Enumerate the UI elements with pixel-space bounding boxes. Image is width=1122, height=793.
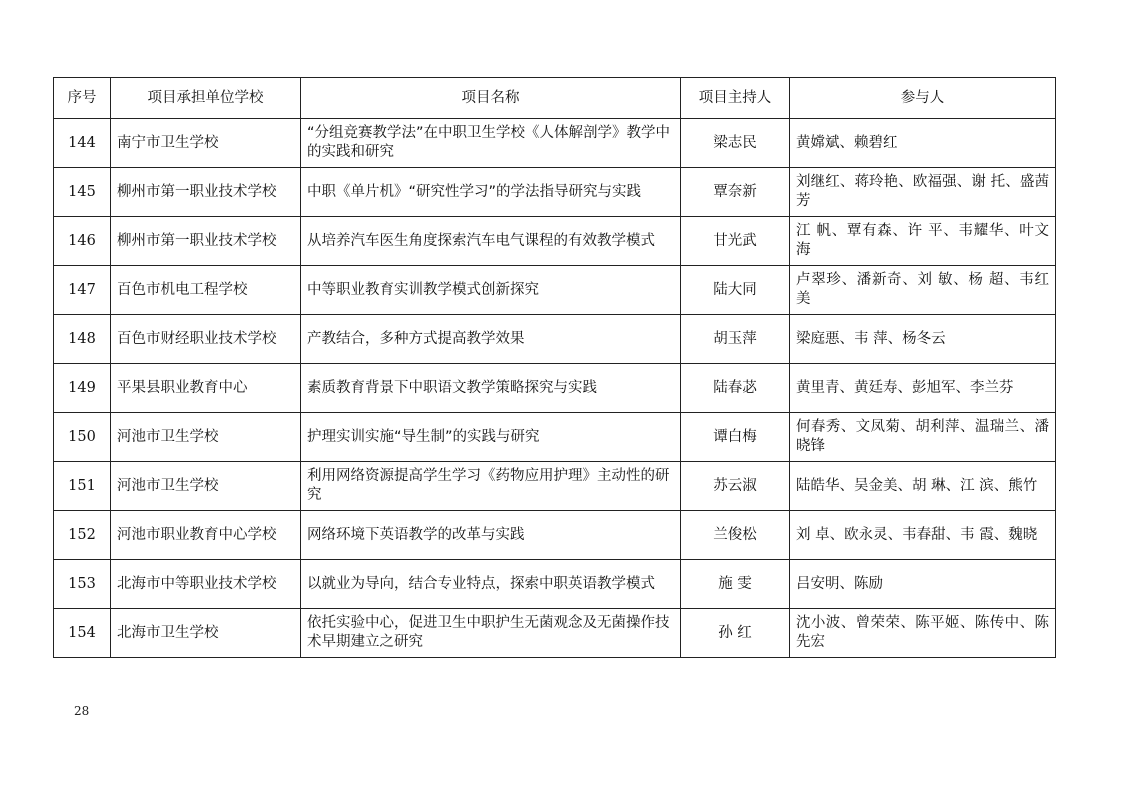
cell-index: 145 (54, 168, 111, 217)
cell-unit: 百色市机电工程学校 (111, 266, 301, 315)
header-unit: 项目承担单位学校 (111, 78, 301, 119)
cell-unit: 百色市财经职业技术学校 (111, 315, 301, 364)
cell-index: 153 (54, 560, 111, 609)
table-row (54, 413, 1056, 462)
cell-project-name: 素质教育背景下中职语文教学策略探究与实践 (301, 364, 681, 413)
table-row (54, 462, 1056, 511)
cell-index: 152 (54, 511, 111, 560)
header-leader: 项目主持人 (681, 78, 790, 119)
project-table (53, 77, 1056, 658)
table-row (54, 315, 1056, 364)
table-row (54, 511, 1056, 560)
cell-members: 刘 卓、欧永灵、韦春甜、韦 霞、魏晓 (790, 511, 1056, 560)
cell-members: 何春秀、文凤菊、胡利萍、温瑞兰、潘晓锋 (790, 413, 1056, 462)
cell-index: 144 (54, 119, 111, 168)
cell-index: 150 (54, 413, 111, 462)
cell-project-name: “分组竞赛教学法”在中职卫生学校《人体解剖学》教学中的实践和研究 (301, 119, 681, 168)
cell-index: 146 (54, 217, 111, 266)
table-row (54, 364, 1056, 413)
cell-unit: 柳州市第一职业技术学校 (111, 168, 301, 217)
cell-unit: 北海市卫生学校 (111, 609, 301, 658)
cell-members: 梁庭悪、韦 萍、杨冬云 (790, 315, 1056, 364)
cell-index: 154 (54, 609, 111, 658)
page-number: 28 (74, 704, 90, 718)
cell-members: 吕安明、陈励 (790, 560, 1056, 609)
cell-leader: 胡玉萍 (681, 315, 790, 364)
cell-leader: 谭白梅 (681, 413, 790, 462)
cell-unit: 南宁市卫生学校 (111, 119, 301, 168)
cell-index: 147 (54, 266, 111, 315)
cell-leader: 孙 红 (681, 609, 790, 658)
cell-index: 148 (54, 315, 111, 364)
cell-leader: 甘光武 (681, 217, 790, 266)
header-index: 序号 (54, 78, 111, 119)
header-project-name: 项目名称 (301, 78, 681, 119)
cell-project-name: 护理实训实施“导生制”的实践与研究 (301, 413, 681, 462)
cell-leader: 覃奈新 (681, 168, 790, 217)
table-row (54, 609, 1056, 658)
cell-unit: 柳州市第一职业技术学校 (111, 217, 301, 266)
table-row (54, 217, 1056, 266)
cell-leader: 兰俊松 (681, 511, 790, 560)
cell-project-name: 中职《单片机》“研究性学习”的学法指导研究与实践 (301, 168, 681, 217)
cell-unit: 北海市中等职业技术学校 (111, 560, 301, 609)
cell-members: 江 帆、覃有森、许 平、韦耀华、叶文海 (790, 217, 1056, 266)
cell-leader: 梁志民 (681, 119, 790, 168)
cell-project-name: 从培养汽车医生角度探索汽车电气课程的有效教学模式 (301, 217, 681, 266)
table-row (54, 266, 1056, 315)
cell-project-name: 依托实验中心，促进卫生中职护生无菌观念及无菌操作技术早期建立之研究 (301, 609, 681, 658)
cell-members: 刘继红、蒋玲艳、欧福强、谢 托、盛茜芳 (790, 168, 1056, 217)
table-row (54, 560, 1056, 609)
cell-index: 151 (54, 462, 111, 511)
table-row (54, 119, 1056, 168)
cell-leader: 苏云淑 (681, 462, 790, 511)
cell-leader: 施 雯 (681, 560, 790, 609)
cell-leader: 陆大同 (681, 266, 790, 315)
cell-members: 卢翠珍、潘新奇、刘 敏、杨 超、韦红美 (790, 266, 1056, 315)
header-members: 参与人 (790, 78, 1056, 119)
cell-project-name: 网络环境下英语教学的改革与实践 (301, 511, 681, 560)
cell-project-name: 中等职业教育实训教学模式创新探究 (301, 266, 681, 315)
cell-unit: 平果县职业教育中心 (111, 364, 301, 413)
cell-project-name: 以就业为导向，结合专业特点，探索中职英语教学模式 (301, 560, 681, 609)
cell-project-name: 产教结合，多种方式提高教学效果 (301, 315, 681, 364)
cell-unit: 河池市职业教育中心学校 (111, 511, 301, 560)
cell-members: 黄里青、黄廷寿、彭旭军、李兰芬 (790, 364, 1056, 413)
cell-project-name: 利用网络资源提高学生学习《药物应用护理》主动性的研究 (301, 462, 681, 511)
cell-members: 黄嫦斌、赖碧红 (790, 119, 1056, 168)
cell-members: 陆皓华、吴金美、胡 琳、江 滨、熊竹 (790, 462, 1056, 511)
cell-leader: 陆春苾 (681, 364, 790, 413)
cell-unit: 河池市卫生学校 (111, 413, 301, 462)
cell-members: 沈小波、曾荣荣、陈平姬、陈传中、陈先宏 (790, 609, 1056, 658)
table-row (54, 168, 1056, 217)
cell-index: 149 (54, 364, 111, 413)
cell-unit: 河池市卫生学校 (111, 462, 301, 511)
table-header-row (54, 78, 1056, 119)
